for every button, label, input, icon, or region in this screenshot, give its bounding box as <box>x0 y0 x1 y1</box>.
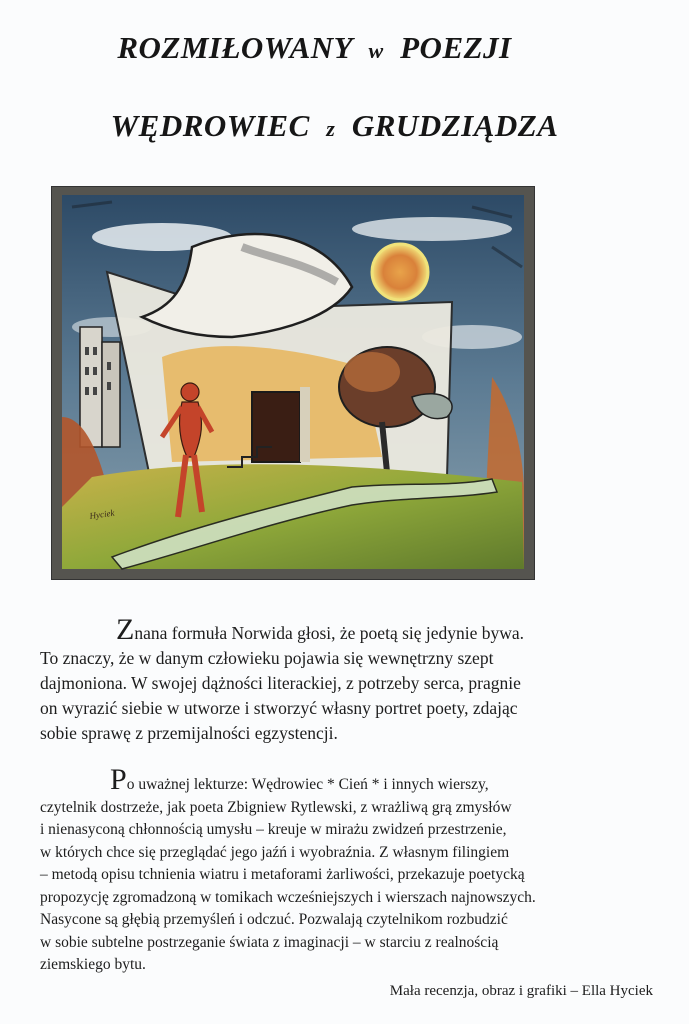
painting-signature: Hyciek <box>88 507 116 521</box>
paragraph-line: w sobie subtelne postrzeganie świata z imaginacji – w starciu z realnością <box>40 933 499 951</box>
paragraph-line: Nasycone są głębią przemyśleń i odczuć. Pozwalają czytelnikom rozbudzić <box>40 911 508 928</box>
building <box>80 327 102 447</box>
paragraph-line: dajmoniona. W swojej dążności literackiej, z potrzeby serca, pragnie <box>40 673 521 693</box>
paragraph-line: i nienasyconą chłonnością umysłu – kreuje w mirażu zwidzeń przestrzenie, <box>40 821 507 838</box>
paragraph-line: Znana formuła Norwida głosi, że poetą się jedynie bywa. <box>116 613 525 646</box>
sun-icon <box>372 244 428 300</box>
title-word-2: POEZJI <box>400 30 512 65</box>
dropcap: Z <box>116 613 135 646</box>
title-word-1: ROZMIŁOWANY <box>117 30 352 65</box>
title-line-2 <box>0 108 679 144</box>
title-word-3: WĘDROWIEC <box>110 108 310 143</box>
paragraph-line: – metodą opisu tchnienia wiatru i metaforami żarliwości, przekazuje poetycką <box>40 866 525 883</box>
doorway <box>252 392 300 462</box>
paragraph-1 <box>40 613 525 746</box>
paragraph-2 <box>40 763 536 977</box>
title-word-4: GRUDZIĄDZA <box>351 108 559 143</box>
dropcap: P <box>110 763 127 796</box>
title-connector-1: w <box>368 38 384 63</box>
credit-line: Mała recenzja, obraz i grafiki – Ella Hyciek <box>389 983 653 999</box>
paragraph-line: Po uważnej lekturze: Wędrowiec * Cień * i innych wierszy, <box>110 763 489 796</box>
paragraph-line: ziemskiego bytu. <box>40 956 146 973</box>
paragraph-line: czytelnik dostrzeże, jak poeta Zbigniew Rytlewski, z wrażliwą grą zmysłów <box>40 798 512 816</box>
title-line-1 <box>0 30 659 66</box>
paragraph-line: To znaczy, że w danym człowieku pojawia się wewnętrzny szept <box>40 648 494 668</box>
paragraph-line: sobie sprawę z przemijalności egzystencji. <box>40 723 338 743</box>
building <box>102 342 120 447</box>
title-connector-2: z <box>326 116 336 141</box>
painting-illustration <box>52 187 534 579</box>
paragraph-line: on wyrazić siebie w utworze i stworzyć własny portret poety, zdając <box>40 698 518 718</box>
paragraph-line: propozycję zgromadzoną w tomikach wcześniejszych i wierszach najnowszych. <box>40 888 536 906</box>
painting <box>52 187 534 579</box>
paragraph-line: w których chce się przeglądać jego jaźń i wyobraźnia. Z własnym filingiem <box>40 843 510 861</box>
cloud <box>352 217 512 241</box>
